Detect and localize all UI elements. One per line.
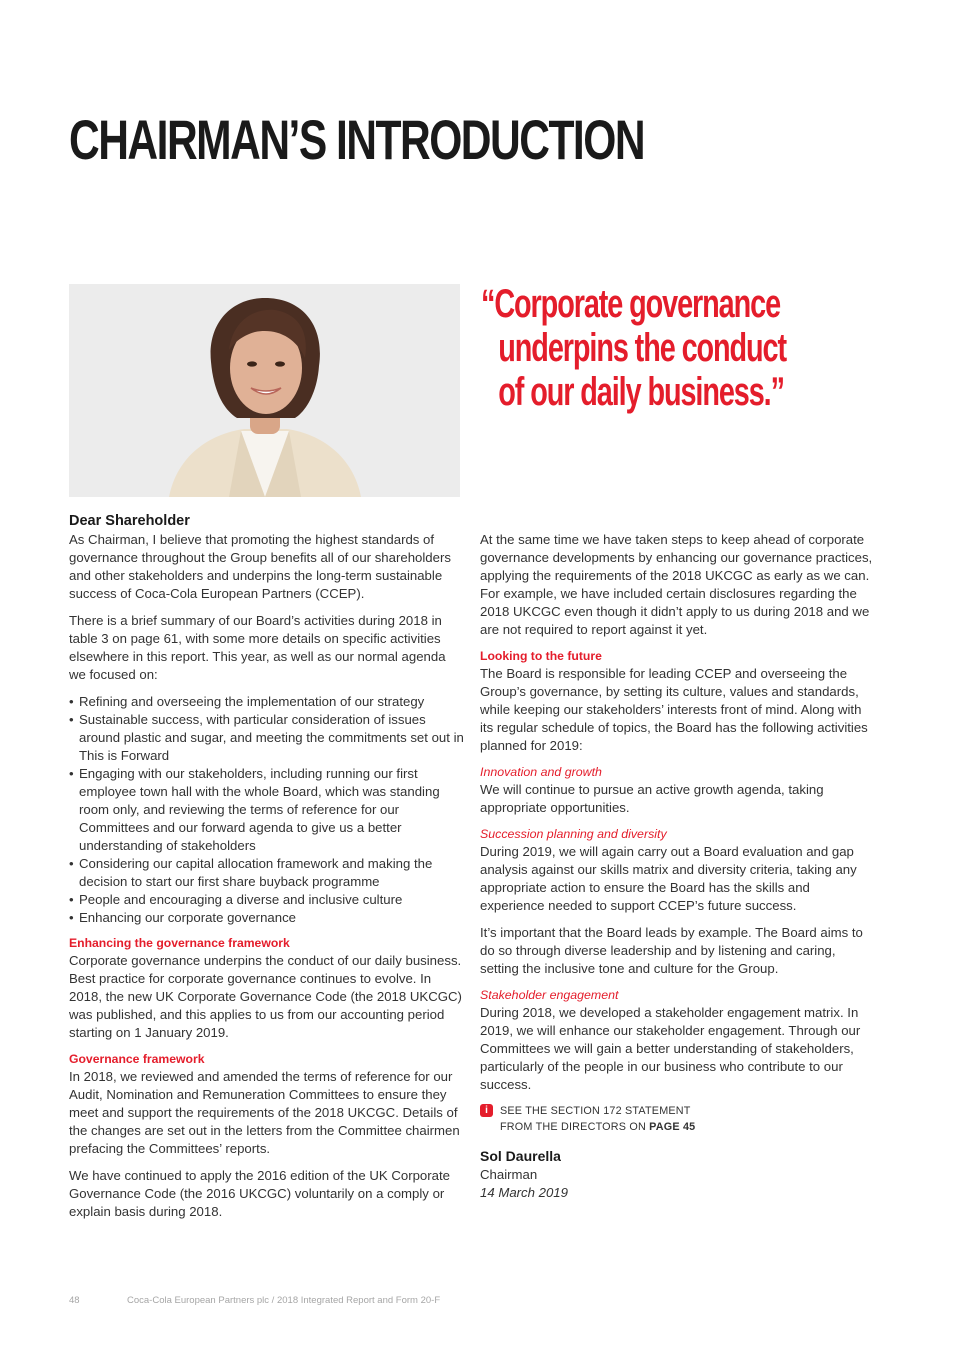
growth-paragraph: We will continue to pursue an active growth agenda, taking appropriate opportunities.	[480, 782, 824, 815]
pull-quote	[481, 282, 798, 414]
pull-quote-line-3: of our daily business.”	[498, 370, 784, 414]
section-heading-governance-framework-enhancing: Enhancing the governance framework	[69, 936, 290, 950]
list-item: • Engaging with our stakeholders, including running our first employee town hall with the whole Board, which was standing room only, and reviewing the terms of reference for our Committees and our forward agenda to give us a better understanding of stakeholders	[69, 765, 464, 855]
ukcgc-2016-paragraph: We have continued to apply the 2016 edition of the UK Corporate Governance Code (the 2016 UKCGC) voluntarily on a comply or explain basis during 2018.	[69, 1168, 450, 1219]
succession-paragraph: During 2019, we will again carry out a Board evaluation and gap analysis against our skills matrix and diversity criteria, taking any appropriate action to ensure the Board has the skills and experience needed to support CCEP’s future success.	[480, 844, 857, 913]
list-item: • Refining and overseeing the implementation of our strategy	[69, 693, 464, 711]
salutation: Dear Shareholder	[69, 513, 190, 529]
footer-publication: Coca-Cola European Partners plc / 2018 Integrated Report and Form 20-F	[127, 1295, 441, 1306]
section-heading-governance-framework: Governance framework	[69, 1052, 205, 1066]
focus-list	[69, 693, 464, 927]
section-heading-looking-to-future: Looking to the future	[480, 649, 602, 663]
list-item: • People and encouraging a diverse and inclusive culture	[69, 891, 464, 909]
activities-paragraph: There is a brief summary of our Board’s activities during 2018 in table 3 on page 61, with some more details on specific activities elsewhere in this report. This year, as well as our normal agenda we focused on:	[69, 613, 446, 682]
governance-developments-paragraph: At the same time we have taken steps to keep ahead of corporate governance developments by enhancing our governance practices, applying the requirements of the 2018 UKCGC as early as we can. For example, we have included certain disclosures regarding the 2018 UKCGC even though it didn’t apply to us during 2018 and we are not required to report against it yet.	[480, 532, 873, 637]
subheading-stakeholder-engagement: Stakeholder engagement	[480, 988, 619, 1002]
section-172-cross-reference[interactable]	[480, 1103, 875, 1135]
board-responsibility-paragraph: The Board is responsible for leading CCEP and overseeing the Group’s governance, by setting its culture, values and standards, while keeping our stakeholders’ interests front of mind. Along with its regular schedule of topics, the Board has the following activities planned for 2019:	[480, 666, 868, 753]
list-item: • Considering our capital allocation framework and making the decision to start our first share buyback programme	[69, 855, 464, 891]
stakeholder-paragraph: During 2018, we developed a stakeholder engagement matrix. In 2019, we will enhance our stakeholder engagement. Through our Committees we will gain a better understanding of stakeholders, particularly of the people in our business who contribute to our success.	[480, 1005, 861, 1092]
page-title: CHAIRMAN’S INTRODUCTION	[69, 108, 645, 171]
portrait-illustration	[69, 284, 460, 497]
signatory-name: Sol Daurella	[480, 1148, 561, 1164]
cross-reference-page[interactable]: PAGE 45	[649, 1121, 696, 1133]
cross-reference-line-1: SEE THE SECTION 172 STATEMENT	[500, 1105, 691, 1117]
info-icon: i	[480, 1104, 493, 1117]
list-item: • Sustainable success, with particular consideration of issues around plastic and sugar, and meeting the commitments set out in This is Forward	[69, 711, 464, 765]
left-column	[69, 512, 464, 1230]
governance-code-paragraph: Corporate governance underpins the conduct of our daily business. Best practice for corporate governance continues to evolve. In 2018, the new UK Corporate Governance Code (the 2018 UKCGC) was published, and this applies to us from our accounting period starting on 1 January 2019.	[69, 953, 462, 1040]
signature-date: 14 March 2019	[480, 1185, 568, 1200]
subheading-innovation-growth: Innovation and growth	[480, 765, 602, 779]
subheading-succession-diversity: Succession planning and diversity	[480, 827, 667, 841]
pull-quote-line-2: underpins the conduct	[498, 326, 787, 370]
intro-paragraph: As Chairman, I believe that promoting the highest standards of governance throughout the Group benefits all of our shareholders and other stakeholders and underpins the long-term sustainable success of Coca-Cola European Partners (CCEP).	[69, 532, 451, 601]
pull-quote-line-1: “Corporate governance	[481, 282, 781, 326]
leadership-paragraph: It’s important that the Board leads by example. The Board aims to do so through diverse leadership and by listening and caring, setting the inclusive tone and culture for the Group.	[480, 925, 863, 976]
chairman-portrait	[69, 284, 460, 497]
list-item: • Enhancing our corporate governance	[69, 909, 464, 927]
cross-reference-line-2: FROM THE DIRECTORS ON	[500, 1121, 646, 1133]
terms-of-reference-paragraph: In 2018, we reviewed and amended the terms of reference for our Audit, Nomination and Remuneration Committees to ensure they meet and support the requirements of the 2018 UKCGC. Details of the changes are set out in the letters from the Committee chairmen prefacing the Committees’ reports.	[69, 1069, 460, 1156]
right-column	[480, 531, 875, 1202]
page-footer	[69, 1295, 440, 1306]
signatory-role: Chairman	[480, 1167, 538, 1182]
cross-reference-text	[500, 1103, 695, 1135]
page-number: 48	[69, 1295, 80, 1306]
